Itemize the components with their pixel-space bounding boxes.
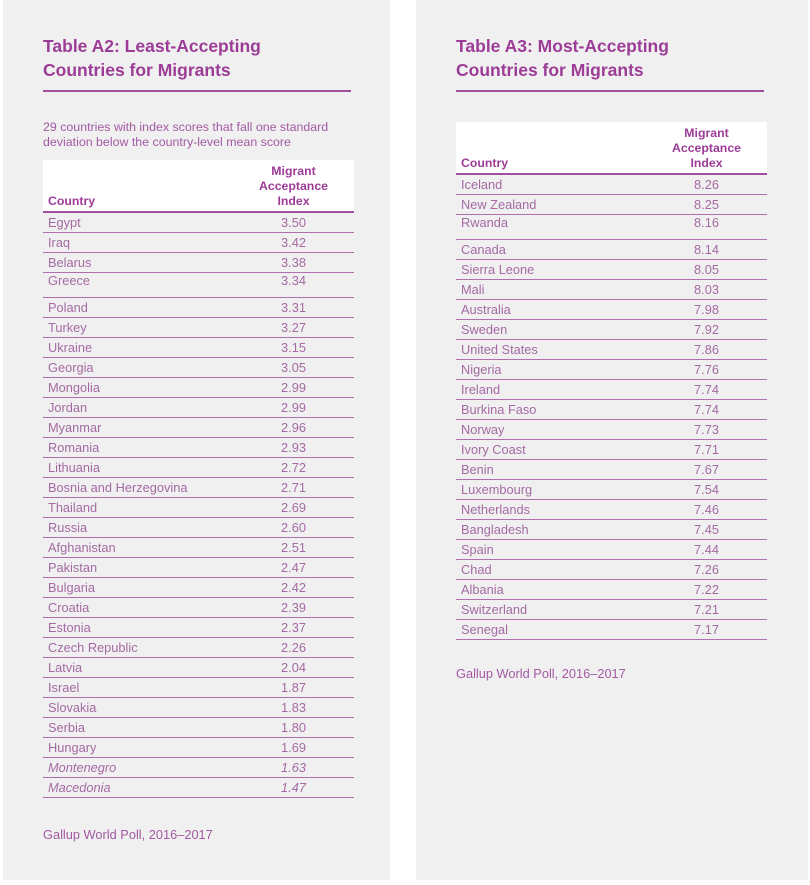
table-row	[43, 538, 354, 558]
table-row	[456, 240, 767, 260]
title-divider	[456, 90, 764, 92]
table-row	[43, 212, 354, 233]
country-cell: Ukraine	[43, 338, 233, 358]
table-header-row	[43, 160, 354, 212]
index-value-cell: 7.74	[646, 380, 767, 400]
country-cell: Canada	[456, 240, 646, 260]
index-value-cell: 7.92	[646, 320, 767, 340]
table-row	[43, 618, 354, 638]
index-value-cell: 1.83	[233, 698, 354, 718]
table-row	[43, 338, 354, 358]
index-value-cell: 2.39	[233, 598, 354, 618]
table-row	[456, 260, 767, 280]
subtitle-line-2: deviation below the country-level mean score	[43, 135, 291, 149]
index-value-cell: 7.71	[646, 440, 767, 460]
index-value-cell: 3.31	[233, 298, 354, 318]
country-cell: Egypt	[43, 212, 233, 233]
table-row	[456, 540, 767, 560]
index-value-cell: 8.14	[646, 240, 767, 260]
country-cell: Chad	[456, 560, 646, 580]
index-value-cell: 7.21	[646, 600, 767, 620]
country-cell: Macedonia	[43, 778, 233, 798]
country-cell: Iceland	[456, 174, 646, 195]
country-cell: Spain	[456, 540, 646, 560]
table-row	[456, 580, 767, 600]
subtitle-line-1: 29 countries with index scores that fall one standard	[43, 120, 329, 134]
index-value-cell: 2.96	[233, 418, 354, 438]
table-row	[43, 638, 354, 658]
table-row	[43, 578, 354, 598]
table-row	[456, 360, 767, 380]
table-a3-title	[456, 34, 669, 82]
country-cell: Ivory Coast	[456, 440, 646, 460]
table-row	[456, 195, 767, 215]
index-value-cell: 2.26	[233, 638, 354, 658]
country-cell: Turkey	[43, 318, 233, 338]
table-row	[456, 400, 767, 420]
table-row	[43, 253, 354, 273]
index-value-cell: 2.69	[233, 498, 354, 518]
index-value-cell: 8.05	[646, 260, 767, 280]
table-row	[43, 558, 354, 578]
country-cell: Thailand	[43, 498, 233, 518]
country-cell: Czech Republic	[43, 638, 233, 658]
country-cell: Afghanistan	[43, 538, 233, 558]
country-cell: Serbia	[43, 718, 233, 738]
country-cell: Romania	[43, 438, 233, 458]
table-a2-body	[43, 212, 354, 798]
table-a2	[43, 160, 354, 798]
header-country: Country	[456, 122, 646, 174]
country-cell: Luxembourg	[456, 480, 646, 500]
country-cell: Latvia	[43, 658, 233, 678]
index-value-cell: 2.93	[233, 438, 354, 458]
header-index-line-3: Index	[690, 156, 723, 170]
index-value-cell: 3.50	[233, 212, 354, 233]
index-value-cell: 2.04	[233, 658, 354, 678]
country-cell: Russia	[43, 518, 233, 538]
country-cell: Belarus	[43, 253, 233, 273]
index-value-cell: 7.54	[646, 480, 767, 500]
index-value-cell: 7.17	[646, 620, 767, 640]
header-index-line-3: Index	[277, 194, 310, 208]
country-cell: Bulgaria	[43, 578, 233, 598]
country-cell: Norway	[456, 420, 646, 440]
index-value-cell: 1.87	[233, 678, 354, 698]
table-row	[456, 380, 767, 400]
index-value-cell: 8.03	[646, 280, 767, 300]
index-value-cell: 7.46	[646, 500, 767, 520]
country-cell: Australia	[456, 300, 646, 320]
index-value-cell: 2.42	[233, 578, 354, 598]
country-cell: Albania	[456, 580, 646, 600]
index-value-cell: 2.51	[233, 538, 354, 558]
country-cell: Switzerland	[456, 600, 646, 620]
index-value-cell: 7.44	[646, 540, 767, 560]
country-cell: Benin	[456, 460, 646, 480]
table-a3-body	[456, 174, 767, 640]
header-index-line-1: Migrant	[271, 164, 316, 178]
index-value-cell: 3.42	[233, 233, 354, 253]
title-line-2: Countries for Migrants	[456, 60, 644, 80]
country-cell: Sierra Leone	[456, 260, 646, 280]
index-value-cell: 1.69	[233, 738, 354, 758]
index-value-cell: 3.34	[233, 273, 354, 298]
country-cell: Mali	[456, 280, 646, 300]
country-cell: Mongolia	[43, 378, 233, 398]
country-cell: Pakistan	[43, 558, 233, 578]
country-cell: Poland	[43, 298, 233, 318]
country-cell: Bangladesh	[456, 520, 646, 540]
country-cell: Iraq	[43, 233, 233, 253]
index-value-cell: 2.72	[233, 458, 354, 478]
index-value-cell: 8.25	[646, 195, 767, 215]
index-value-cell: 7.98	[646, 300, 767, 320]
title-line-1: Table A3: Most-Accepting	[456, 36, 669, 56]
country-cell: Lithuania	[43, 458, 233, 478]
index-value-cell: 2.71	[233, 478, 354, 498]
table-row	[43, 398, 354, 418]
index-value-cell: 7.74	[646, 400, 767, 420]
country-cell: Jordan	[43, 398, 233, 418]
table-row	[456, 480, 767, 500]
title-divider	[43, 90, 351, 92]
table-row	[43, 778, 354, 798]
index-value-cell: 7.22	[646, 580, 767, 600]
table-row	[456, 174, 767, 195]
country-cell: Georgia	[43, 358, 233, 378]
source-note: Gallup World Poll, 2016–2017	[456, 666, 626, 681]
table-row	[43, 658, 354, 678]
table-row	[456, 520, 767, 540]
table-row	[456, 420, 767, 440]
table-row	[456, 215, 767, 240]
index-value-cell: 7.67	[646, 460, 767, 480]
index-value-cell: 3.05	[233, 358, 354, 378]
index-value-cell: 7.73	[646, 420, 767, 440]
index-value-cell: 3.38	[233, 253, 354, 273]
country-cell: Myanmar	[43, 418, 233, 438]
table-row	[43, 318, 354, 338]
table-row	[43, 698, 354, 718]
table-row	[43, 438, 354, 458]
index-value-cell: 8.16	[646, 215, 767, 240]
index-value-cell: 2.99	[233, 398, 354, 418]
table-a2-subtitle	[43, 120, 328, 150]
table-row	[43, 598, 354, 618]
country-cell: Senegal	[456, 620, 646, 640]
title-line-1: Table A2: Least-Accepting	[43, 36, 261, 56]
table-row	[456, 500, 767, 520]
country-cell: Israel	[43, 678, 233, 698]
index-value-cell: 8.26	[646, 174, 767, 195]
table-row	[43, 758, 354, 778]
table-row	[43, 518, 354, 538]
country-cell: Montenegro	[43, 758, 233, 778]
index-value-cell: 7.26	[646, 560, 767, 580]
country-cell: United States	[456, 340, 646, 360]
index-value-cell: 1.47	[233, 778, 354, 798]
table-row	[43, 738, 354, 758]
country-cell: Slovakia	[43, 698, 233, 718]
source-note: Gallup World Poll, 2016–2017	[43, 827, 213, 842]
table-header-row	[456, 122, 767, 174]
country-cell: Hungary	[43, 738, 233, 758]
header-index-line-2: Acceptance	[671, 141, 742, 155]
country-cell: Sweden	[456, 320, 646, 340]
table-row	[43, 678, 354, 698]
table-row	[43, 478, 354, 498]
table-row	[456, 460, 767, 480]
country-cell: Netherlands	[456, 500, 646, 520]
table-row	[456, 620, 767, 640]
table-row	[43, 233, 354, 253]
index-value-cell: 7.86	[646, 340, 767, 360]
table-row	[456, 560, 767, 580]
country-cell: Burkina Faso	[456, 400, 646, 420]
table-row	[43, 298, 354, 318]
country-cell: Greece	[43, 273, 233, 298]
country-cell: Bosnia and Herzegovina	[43, 478, 233, 498]
table-row	[456, 280, 767, 300]
title-line-2: Countries for Migrants	[43, 60, 231, 80]
country-cell: Croatia	[43, 598, 233, 618]
table-row	[43, 378, 354, 398]
table-row	[43, 358, 354, 378]
index-value-cell: 1.63	[233, 758, 354, 778]
index-value-cell: 7.45	[646, 520, 767, 540]
table-row	[456, 300, 767, 320]
table-row	[456, 600, 767, 620]
index-value-cell: 1.80	[233, 718, 354, 738]
table-row	[43, 273, 354, 298]
header-index-line-1: Migrant	[684, 126, 729, 140]
header-index	[233, 160, 354, 212]
country-cell: Ireland	[456, 380, 646, 400]
country-cell: Nigeria	[456, 360, 646, 380]
table-row	[456, 440, 767, 460]
index-value-cell: 7.76	[646, 360, 767, 380]
table-a2-title	[43, 34, 261, 82]
table-row	[43, 498, 354, 518]
index-value-cell: 2.47	[233, 558, 354, 578]
index-value-cell: 3.15	[233, 338, 354, 358]
table-row	[43, 418, 354, 438]
country-cell: Rwanda	[456, 215, 646, 240]
country-cell: Estonia	[43, 618, 233, 638]
index-value-cell: 2.60	[233, 518, 354, 538]
table-row	[43, 458, 354, 478]
index-value-cell: 2.99	[233, 378, 354, 398]
table-row	[456, 340, 767, 360]
table-a3	[456, 122, 767, 640]
table-row	[456, 320, 767, 340]
table-a2-panel	[3, 0, 390, 880]
index-value-cell: 3.27	[233, 318, 354, 338]
country-cell: New Zealand	[456, 195, 646, 215]
index-value-cell: 2.37	[233, 618, 354, 638]
header-index-line-2: Acceptance	[258, 179, 329, 193]
table-row	[43, 718, 354, 738]
table-a3-panel	[416, 0, 808, 880]
header-index	[646, 122, 767, 174]
header-country: Country	[43, 160, 233, 212]
